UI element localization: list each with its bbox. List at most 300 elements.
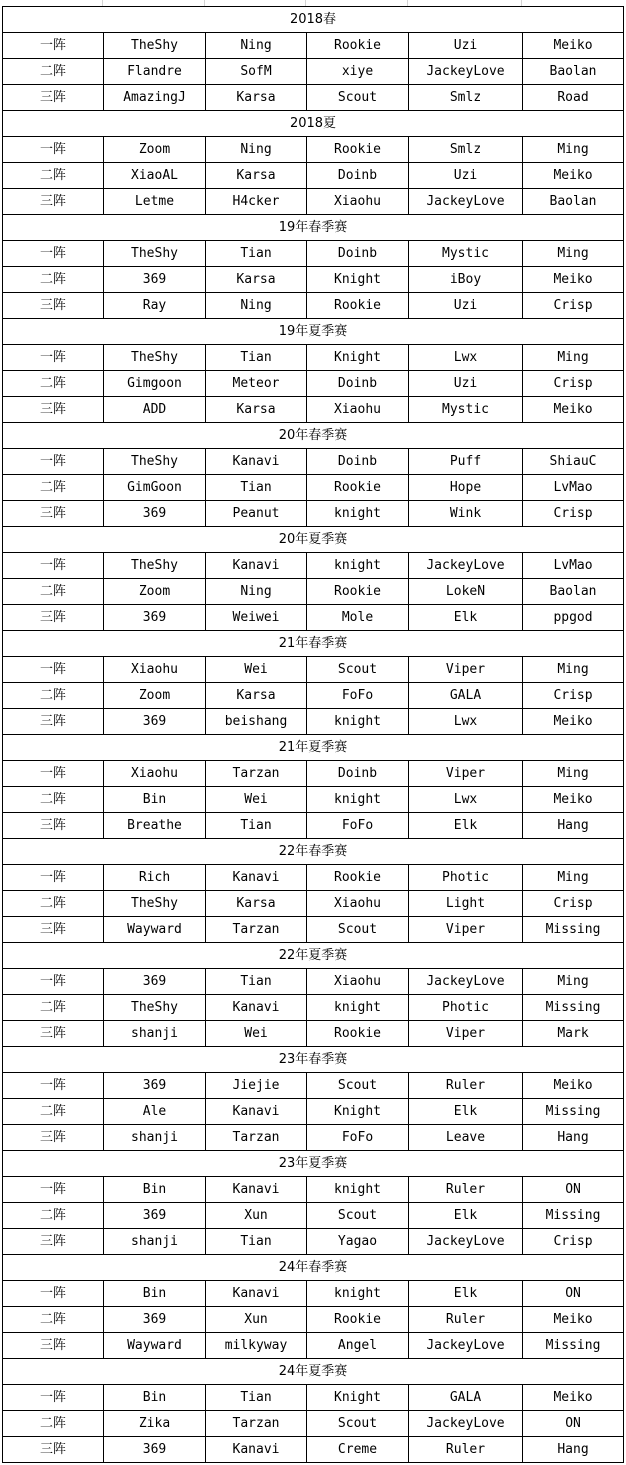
player-top-cell: Flandre	[104, 59, 206, 85]
tier-label-cell: 二阵	[3, 59, 104, 85]
player-support-cell: ppgod	[523, 605, 624, 631]
player-jungle-cell: Kanavi	[206, 995, 307, 1021]
player-jungle-cell: Kanavi	[206, 1099, 307, 1125]
player-jungle-cell: Tian	[206, 813, 307, 839]
season-header-row	[3, 111, 624, 137]
player-mid-cell: Rookie	[307, 579, 409, 605]
tier-label-cell: 一阵	[3, 1281, 104, 1307]
table-row	[3, 969, 624, 995]
player-top-cell: Zoom	[104, 683, 206, 709]
tier-label-cell: 二阵	[3, 579, 104, 605]
tier-label-cell: 三阵	[3, 917, 104, 943]
player-support-cell: Missing	[523, 995, 624, 1021]
player-support-cell: Missing	[523, 1099, 624, 1125]
tier-label-cell: 二阵	[3, 1099, 104, 1125]
player-adc-cell: Lwx	[409, 709, 523, 735]
season-header-row	[3, 1359, 624, 1385]
table-row	[3, 397, 624, 423]
tier-label-cell: 二阵	[3, 891, 104, 917]
player-jungle-cell: Wei	[206, 1021, 307, 1047]
player-adc-cell: JackeyLove	[409, 189, 523, 215]
season-title: 23年春季赛	[3, 1047, 624, 1073]
player-mid-cell: Knight	[307, 1385, 409, 1411]
player-mid-cell: knight	[307, 1177, 409, 1203]
table-row	[3, 1307, 624, 1333]
table-row	[3, 761, 624, 787]
player-top-cell: Breathe	[104, 813, 206, 839]
player-adc-cell: Elk	[409, 1099, 523, 1125]
table-row	[3, 1411, 624, 1437]
player-support-cell: Crisp	[523, 683, 624, 709]
player-mid-cell: Knight	[307, 267, 409, 293]
player-support-cell: Ming	[523, 761, 624, 787]
player-mid-cell: Scout	[307, 1073, 409, 1099]
player-adc-cell: LokeN	[409, 579, 523, 605]
player-adc-cell: Elk	[409, 813, 523, 839]
player-support-cell: Ming	[523, 345, 624, 371]
player-support-cell: ON	[523, 1177, 624, 1203]
player-support-cell: Crisp	[523, 1229, 624, 1255]
player-adc-cell: JackeyLove	[409, 59, 523, 85]
player-mid-cell: Mole	[307, 605, 409, 631]
player-support-cell: Meiko	[523, 1073, 624, 1099]
player-mid-cell: knight	[307, 709, 409, 735]
player-mid-cell: Rookie	[307, 475, 409, 501]
player-support-cell: LvMao	[523, 553, 624, 579]
player-jungle-cell: Tian	[206, 241, 307, 267]
player-mid-cell: Rookie	[307, 137, 409, 163]
season-header-row	[3, 1047, 624, 1073]
table-row	[3, 1437, 624, 1463]
player-adc-cell: Smlz	[409, 85, 523, 111]
table-row	[3, 33, 624, 59]
player-mid-cell: Doinb	[307, 371, 409, 397]
player-adc-cell: Uzi	[409, 33, 523, 59]
table-row	[3, 553, 624, 579]
tier-label-cell: 一阵	[3, 969, 104, 995]
player-mid-cell: Xiaohu	[307, 189, 409, 215]
season-title: 21年夏季赛	[3, 735, 624, 761]
player-jungle-cell: Tarzan	[206, 1411, 307, 1437]
player-support-cell: ON	[523, 1281, 624, 1307]
player-mid-cell: Creme	[307, 1437, 409, 1463]
player-support-cell: LvMao	[523, 475, 624, 501]
tier-label-cell: 三阵	[3, 85, 104, 111]
table-row	[3, 293, 624, 319]
player-adc-cell: JackeyLove	[409, 1411, 523, 1437]
player-jungle-cell: Kanavi	[206, 449, 307, 475]
player-top-cell: TheShy	[104, 553, 206, 579]
tier-label-cell: 一阵	[3, 33, 104, 59]
player-support-cell: Missing	[523, 1203, 624, 1229]
player-top-cell: Wayward	[104, 917, 206, 943]
player-adc-cell: Viper	[409, 917, 523, 943]
player-support-cell: Meiko	[523, 787, 624, 813]
player-jungle-cell: Karsa	[206, 85, 307, 111]
table-row	[3, 449, 624, 475]
player-adc-cell: Puff	[409, 449, 523, 475]
tier-label-cell: 三阵	[3, 501, 104, 527]
player-adc-cell: Uzi	[409, 293, 523, 319]
season-header-row	[3, 1255, 624, 1281]
season-title: 20年夏季赛	[3, 527, 624, 553]
table-row	[3, 371, 624, 397]
player-adc-cell: Mystic	[409, 397, 523, 423]
player-adc-cell: Light	[409, 891, 523, 917]
table-row	[3, 1385, 624, 1411]
player-jungle-cell: Xun	[206, 1203, 307, 1229]
player-top-cell: Zika	[104, 1411, 206, 1437]
player-top-cell: GimGoon	[104, 475, 206, 501]
player-jungle-cell: Kanavi	[206, 553, 307, 579]
season-title: 20年春季赛	[3, 423, 624, 449]
table-row	[3, 1281, 624, 1307]
player-support-cell: Ming	[523, 137, 624, 163]
table-row	[3, 1229, 624, 1255]
player-top-cell: shanji	[104, 1229, 206, 1255]
player-top-cell: Ray	[104, 293, 206, 319]
player-mid-cell: Knight	[307, 1099, 409, 1125]
player-support-cell: Meiko	[523, 709, 624, 735]
player-support-cell: Meiko	[523, 1307, 624, 1333]
tier-label-cell: 三阵	[3, 1333, 104, 1359]
tier-label-cell: 一阵	[3, 657, 104, 683]
player-support-cell: Ming	[523, 865, 624, 891]
player-jungle-cell: Tarzan	[206, 917, 307, 943]
season-title: 19年春季赛	[3, 215, 624, 241]
player-mid-cell: Yagao	[307, 1229, 409, 1255]
player-top-cell: Bin	[104, 1177, 206, 1203]
player-mid-cell: Angel	[307, 1333, 409, 1359]
player-support-cell: Baolan	[523, 579, 624, 605]
player-adc-cell: Smlz	[409, 137, 523, 163]
player-adc-cell: Photic	[409, 995, 523, 1021]
player-mid-cell: Knight	[307, 345, 409, 371]
season-header-row	[3, 423, 624, 449]
player-top-cell: Zoom	[104, 137, 206, 163]
tier-label-cell: 二阵	[3, 683, 104, 709]
tier-label-cell: 二阵	[3, 267, 104, 293]
table-row	[3, 189, 624, 215]
tier-label-cell: 三阵	[3, 813, 104, 839]
player-top-cell: 369	[104, 1307, 206, 1333]
player-adc-cell: Ruler	[409, 1177, 523, 1203]
player-adc-cell: Lwx	[409, 787, 523, 813]
table-row	[3, 891, 624, 917]
season-title: 22年夏季赛	[3, 943, 624, 969]
player-support-cell: Mark	[523, 1021, 624, 1047]
player-support-cell: Crisp	[523, 293, 624, 319]
tier-label-cell: 三阵	[3, 1021, 104, 1047]
table-row	[3, 85, 624, 111]
player-support-cell: Crisp	[523, 371, 624, 397]
tier-label-cell: 一阵	[3, 865, 104, 891]
player-mid-cell: Scout	[307, 85, 409, 111]
player-top-cell: Letme	[104, 189, 206, 215]
player-top-cell: 369	[104, 1073, 206, 1099]
player-top-cell: Gimgoon	[104, 371, 206, 397]
season-header-row	[3, 631, 624, 657]
player-jungle-cell: Karsa	[206, 397, 307, 423]
season-header-row	[3, 943, 624, 969]
player-support-cell: Meiko	[523, 1385, 624, 1411]
tier-label-cell: 三阵	[3, 397, 104, 423]
player-jungle-cell: Karsa	[206, 683, 307, 709]
table-row	[3, 1177, 624, 1203]
player-top-cell: TheShy	[104, 449, 206, 475]
player-jungle-cell: Weiwei	[206, 605, 307, 631]
player-top-cell: AmazingJ	[104, 85, 206, 111]
player-top-cell: Bin	[104, 1281, 206, 1307]
player-mid-cell: Doinb	[307, 761, 409, 787]
player-jungle-cell: Kanavi	[206, 865, 307, 891]
player-jungle-cell: Ning	[206, 137, 307, 163]
tier-label-cell: 三阵	[3, 189, 104, 215]
player-top-cell: 369	[104, 969, 206, 995]
tier-label-cell: 一阵	[3, 761, 104, 787]
table-row	[3, 475, 624, 501]
player-top-cell: TheShy	[104, 241, 206, 267]
player-support-cell: Baolan	[523, 189, 624, 215]
tier-label-cell: 三阵	[3, 1125, 104, 1151]
player-adc-cell: Ruler	[409, 1307, 523, 1333]
table-row	[3, 605, 624, 631]
player-jungle-cell: Kanavi	[206, 1281, 307, 1307]
tier-label-cell: 二阵	[3, 1307, 104, 1333]
player-adc-cell: Lwx	[409, 345, 523, 371]
player-top-cell: Wayward	[104, 1333, 206, 1359]
player-top-cell: TheShy	[104, 33, 206, 59]
player-adc-cell: Hope	[409, 475, 523, 501]
player-support-cell: Road	[523, 85, 624, 111]
season-title: 2018夏	[3, 111, 624, 137]
player-adc-cell: JackeyLove	[409, 553, 523, 579]
table-row	[3, 813, 624, 839]
player-support-cell: Meiko	[523, 397, 624, 423]
tier-label-cell: 一阵	[3, 1073, 104, 1099]
roster-body	[3, 7, 624, 1463]
season-header-row	[3, 527, 624, 553]
player-jungle-cell: Tian	[206, 475, 307, 501]
tier-label-cell: 二阵	[3, 371, 104, 397]
player-support-cell: ON	[523, 1411, 624, 1437]
player-top-cell: shanji	[104, 1125, 206, 1151]
player-support-cell: Missing	[523, 917, 624, 943]
tier-label-cell: 三阵	[3, 1229, 104, 1255]
table-row	[3, 1021, 624, 1047]
player-top-cell: Bin	[104, 787, 206, 813]
player-jungle-cell: H4cker	[206, 189, 307, 215]
player-jungle-cell: Meteor	[206, 371, 307, 397]
season-header-row	[3, 839, 624, 865]
tier-label-cell: 一阵	[3, 241, 104, 267]
player-jungle-cell: Kanavi	[206, 1177, 307, 1203]
player-mid-cell: knight	[307, 1281, 409, 1307]
player-mid-cell: knight	[307, 787, 409, 813]
season-title: 24年夏季赛	[3, 1359, 624, 1385]
player-support-cell: Hang	[523, 1125, 624, 1151]
player-mid-cell: knight	[307, 995, 409, 1021]
table-row	[3, 345, 624, 371]
season-title: 23年夏季赛	[3, 1151, 624, 1177]
season-title: 2018春	[3, 7, 624, 33]
table-row	[3, 709, 624, 735]
player-support-cell: Missing	[523, 1333, 624, 1359]
player-support-cell: Ming	[523, 241, 624, 267]
player-adc-cell: GALA	[409, 683, 523, 709]
player-mid-cell: Xiaohu	[307, 891, 409, 917]
player-jungle-cell: Tian	[206, 1385, 307, 1411]
player-support-cell: Hang	[523, 813, 624, 839]
player-top-cell: shanji	[104, 1021, 206, 1047]
player-jungle-cell: Karsa	[206, 163, 307, 189]
player-mid-cell: Scout	[307, 1411, 409, 1437]
tier-label-cell: 一阵	[3, 137, 104, 163]
player-jungle-cell: Karsa	[206, 267, 307, 293]
player-support-cell: Crisp	[523, 501, 624, 527]
player-adc-cell: Elk	[409, 605, 523, 631]
player-mid-cell: Rookie	[307, 293, 409, 319]
player-jungle-cell: beishang	[206, 709, 307, 735]
player-top-cell: Bin	[104, 1385, 206, 1411]
player-adc-cell: iBoy	[409, 267, 523, 293]
player-top-cell: 369	[104, 709, 206, 735]
player-top-cell: Zoom	[104, 579, 206, 605]
tier-label-cell: 二阵	[3, 1203, 104, 1229]
player-mid-cell: Scout	[307, 1203, 409, 1229]
player-mid-cell: Scout	[307, 657, 409, 683]
player-adc-cell: GALA	[409, 1385, 523, 1411]
table-row	[3, 163, 624, 189]
player-top-cell: 369	[104, 1437, 206, 1463]
season-header-row	[3, 735, 624, 761]
tier-label-cell: 三阵	[3, 709, 104, 735]
player-jungle-cell: Tian	[206, 345, 307, 371]
player-mid-cell: Scout	[307, 917, 409, 943]
tier-label-cell: 二阵	[3, 475, 104, 501]
player-jungle-cell: Ning	[206, 579, 307, 605]
player-jungle-cell: Kanavi	[206, 1437, 307, 1463]
tier-label-cell: 二阵	[3, 163, 104, 189]
player-adc-cell: Viper	[409, 657, 523, 683]
player-top-cell: TheShy	[104, 345, 206, 371]
player-mid-cell: Doinb	[307, 241, 409, 267]
player-mid-cell: Xiaohu	[307, 969, 409, 995]
player-mid-cell: xiye	[307, 59, 409, 85]
player-mid-cell: Xiaohu	[307, 397, 409, 423]
player-jungle-cell: Ning	[206, 33, 307, 59]
player-adc-cell: Viper	[409, 761, 523, 787]
player-jungle-cell: SofM	[206, 59, 307, 85]
player-jungle-cell: Tian	[206, 1229, 307, 1255]
player-support-cell: ShiauC	[523, 449, 624, 475]
player-top-cell: 369	[104, 267, 206, 293]
player-support-cell: Meiko	[523, 33, 624, 59]
player-support-cell: Crisp	[523, 891, 624, 917]
player-adc-cell: Wink	[409, 501, 523, 527]
player-top-cell: XiaoAL	[104, 163, 206, 189]
player-adc-cell: Ruler	[409, 1437, 523, 1463]
season-header-row	[3, 7, 624, 33]
tier-label-cell: 三阵	[3, 1437, 104, 1463]
tier-label-cell: 一阵	[3, 1385, 104, 1411]
player-adc-cell: Uzi	[409, 371, 523, 397]
season-title: 19年夏季赛	[3, 319, 624, 345]
tier-label-cell: 一阵	[3, 345, 104, 371]
player-mid-cell: knight	[307, 553, 409, 579]
player-mid-cell: Doinb	[307, 449, 409, 475]
player-adc-cell: JackeyLove	[409, 1229, 523, 1255]
player-adc-cell: Viper	[409, 1021, 523, 1047]
table-row	[3, 683, 624, 709]
player-adc-cell: Leave	[409, 1125, 523, 1151]
table-row	[3, 1099, 624, 1125]
season-title: 24年春季赛	[3, 1255, 624, 1281]
table-row	[3, 657, 624, 683]
table-row	[3, 1073, 624, 1099]
player-jungle-cell: Karsa	[206, 891, 307, 917]
player-adc-cell: Photic	[409, 865, 523, 891]
season-header-row	[3, 319, 624, 345]
table-row	[3, 267, 624, 293]
season-title: 21年春季赛	[3, 631, 624, 657]
player-mid-cell: Rookie	[307, 1307, 409, 1333]
table-row	[3, 241, 624, 267]
season-title: 22年春季赛	[3, 839, 624, 865]
player-mid-cell: Rookie	[307, 865, 409, 891]
player-mid-cell: Rookie	[307, 33, 409, 59]
tier-label-cell: 三阵	[3, 605, 104, 631]
table-row	[3, 917, 624, 943]
tier-label-cell: 一阵	[3, 449, 104, 475]
player-jungle-cell: Wei	[206, 787, 307, 813]
player-mid-cell: FoFo	[307, 1125, 409, 1151]
player-mid-cell: FoFo	[307, 813, 409, 839]
player-jungle-cell: Peanut	[206, 501, 307, 527]
player-adc-cell: Elk	[409, 1203, 523, 1229]
table-row	[3, 579, 624, 605]
player-support-cell: Baolan	[523, 59, 624, 85]
table-row	[3, 865, 624, 891]
tier-label-cell: 三阵	[3, 293, 104, 319]
player-top-cell: TheShy	[104, 995, 206, 1021]
player-mid-cell: Doinb	[307, 163, 409, 189]
player-adc-cell: JackeyLove	[409, 969, 523, 995]
player-jungle-cell: Ning	[206, 293, 307, 319]
player-jungle-cell: milkyway	[206, 1333, 307, 1359]
player-mid-cell: knight	[307, 501, 409, 527]
season-header-row	[3, 1151, 624, 1177]
player-jungle-cell: Tarzan	[206, 761, 307, 787]
all-pro-roster-table	[2, 6, 624, 1463]
table-row	[3, 1125, 624, 1151]
player-adc-cell: Ruler	[409, 1073, 523, 1099]
player-top-cell: Rich	[104, 865, 206, 891]
table-row	[3, 137, 624, 163]
player-adc-cell: Mystic	[409, 241, 523, 267]
player-mid-cell: FoFo	[307, 683, 409, 709]
player-support-cell: Hang	[523, 1437, 624, 1463]
player-jungle-cell: Xun	[206, 1307, 307, 1333]
table-row	[3, 1203, 624, 1229]
player-support-cell: Ming	[523, 969, 624, 995]
player-support-cell: Ming	[523, 657, 624, 683]
player-top-cell: 369	[104, 605, 206, 631]
table-row	[3, 787, 624, 813]
player-top-cell: Ale	[104, 1099, 206, 1125]
player-top-cell: ADD	[104, 397, 206, 423]
player-jungle-cell: Tarzan	[206, 1125, 307, 1151]
